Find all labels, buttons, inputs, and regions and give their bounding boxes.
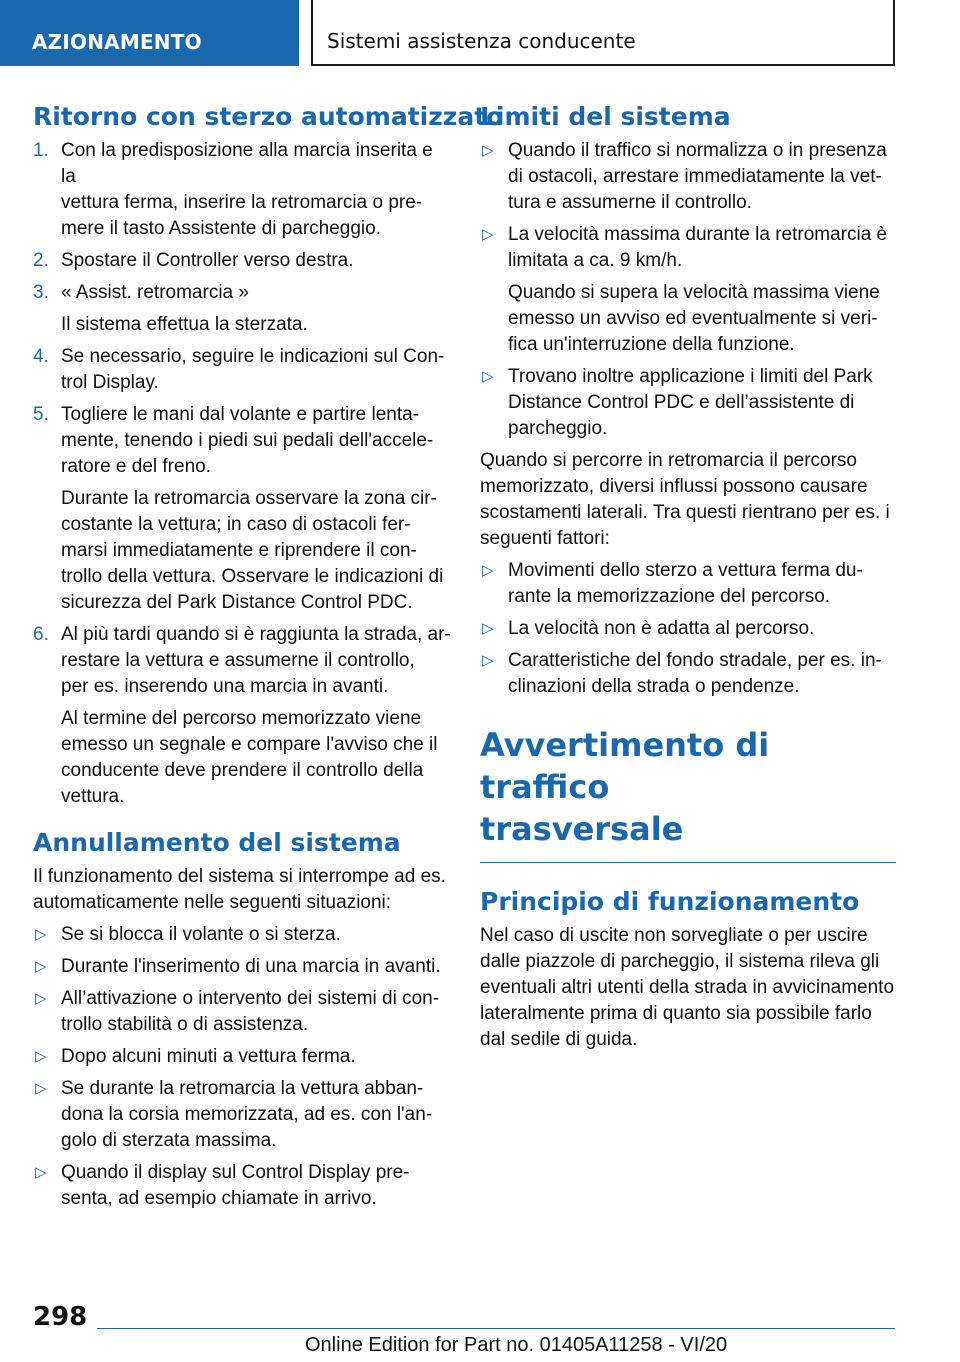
paragraph-line: Nel caso di uscite non sorvegliate o per uscire [480,925,868,946]
paragraph-line: dal sedile di guida. [480,1029,638,1050]
note-line: sicurezza del Park Distance Control PDC. [61,592,413,613]
step-4 [33,344,451,396]
step-line: vettura ferma, inserire la retromarcia o pre‐ [61,192,423,213]
bullet-item [480,648,896,700]
paragraph-line: Quando si percorre in retromarcia il percorso [480,450,857,471]
step-6-note [33,706,451,810]
bullet-item [33,1044,451,1070]
triangle-bullet-icon: ▷ [35,1164,47,1181]
step-line: ratore e del freno. [61,456,211,477]
bullet-line: Dopo alcuni minuti a vettura ferma. [61,1046,356,1067]
step-3-note [33,312,451,338]
paragraph-line: memorizzato, diversi influssi possono causare [480,476,868,497]
bullet-line: golo di sterzata massima. [61,1130,277,1151]
step-line: Togliere le mani dal volante e partire lenta‐ [61,404,420,425]
paragraph-line: seguenti fattori: [480,528,610,549]
step-line: restare la vettura e assumerne il controllo, [61,650,415,671]
bullet-line: Se si blocca il volante o si sterza. [61,924,341,945]
section-title-principio: Principio di funzionamento [480,887,860,916]
step-number: 1. [33,140,49,161]
header-section-tab: AZIONAMENTO [0,0,299,66]
step-number: 2. [33,250,49,271]
bullet-line: Caratteristiche del fondo stradale, per es. in‐ [508,650,882,671]
step-number: 4. [33,346,49,367]
step-number: 3. [33,282,49,303]
step-2 [33,248,451,274]
note-line: Al termine del percorso memorizzato viene [61,708,422,729]
header-chapter: Sistemi assistenza conducente [311,0,895,66]
note-line: marsi immediatamente e riprendere il con‐ [61,540,417,561]
bullet-line: tura e assumerne il controllo. [508,192,752,213]
triangle-bullet-icon: ▷ [35,1080,47,1097]
step-line: per es. inserendo una marcia in avanti. [61,676,389,697]
note-line: emesso un avviso ed eventualmente si veri‐ [508,308,878,329]
bullet-item [33,1160,451,1212]
paragraph-line: automaticamente nelle seguenti situazioni: [33,892,392,913]
left-column [33,100,504,1218]
bullet-line: La velocità massima durante la retromarcia è [508,224,888,245]
note-line: vettura. [61,786,125,807]
triangle-bullet-icon: ▷ [35,1048,47,1065]
section-title-ritorno: Ritorno con sterzo automatizzato [33,102,504,131]
note-line: fica un'interruzione della funzione. [508,334,795,355]
bullet-item [33,986,451,1038]
bullet-item [33,1076,451,1154]
bullet-line: La velocità non è adatta al percorso. [508,618,815,639]
step-line: trol Display. [61,372,159,393]
paragraph-principio [480,923,896,1053]
paragraph-line: Il funzionamento del sistema si interrompe ad es. [33,866,446,887]
bullet-item [480,558,896,610]
section-title-annullamento: Annullamento del sistema [33,828,401,857]
note-line: Durante la retromarcia osservare la zona cir‐ [61,488,437,509]
bullet-item [480,138,896,216]
section-title-limiti: Limiti del sistema [480,102,731,131]
chapter-title-line: Avvertimento di traffico [480,726,770,806]
step-number: 6. [33,624,49,645]
triangle-bullet-icon: ▷ [482,620,494,637]
paragraph-line: lateralmente prima di quanto sia possibile farlo [480,1003,872,1024]
triangle-bullet-icon: ▷ [482,226,494,243]
bullet-line: Trovano inoltre applicazione i limiti del Park [508,366,873,387]
footer-divider [97,1328,895,1329]
triangle-bullet-icon: ▷ [35,958,47,975]
step-line: mente, tenendo i piedi sui pedali dell'accele‐ [61,430,434,451]
step-5 [33,402,451,480]
triangle-bullet-icon: ▷ [482,652,494,669]
triangle-bullet-icon: ▷ [482,142,494,159]
bullet-line: Quando il traffico si normalizza o in presenza [508,140,887,161]
note-line: conducente deve prendere il controllo della [61,760,424,781]
bullet-line: parcheggio. [508,418,608,439]
bullet-item [33,922,451,948]
step-1 [33,138,451,242]
step-line: Con la predisposizione alla marcia inserita e la [61,140,433,187]
triangle-bullet-icon: ▷ [35,990,47,1007]
bullet-line: Distance Control PDC e dell’assistente di [508,392,855,413]
paragraph-line: scostamenti laterali. Tra questi rientrano per es. i [480,502,890,523]
step-line: Al più tardi quando si è raggiunta la strada, ar‐ [61,624,451,645]
bullet-line: Quando il display sul Control Display pre‐ [61,1162,410,1183]
bullet-note [480,280,896,358]
paragraph-line: eventuali altri utenti della strada in avvicinamento [480,977,895,998]
triangle-bullet-icon: ▷ [35,926,47,943]
bullet-line: Durante l'inserimento di una marcia in avanti. [61,956,441,977]
triangle-bullet-icon: ▷ [482,562,494,579]
bullet-line: di ostacoli, arrestare immediatamente la vet‐ [508,166,882,187]
step-line: Se necessario, seguire le indicazioni sul Con‐ [61,346,445,367]
bullet-line: limitata a ca. 9 km/h. [508,250,683,271]
step-line: Spostare il Controller verso destra. [61,250,354,271]
bullet-line: senta, ad esempio chiamate in arrivo. [61,1188,377,1209]
note-line: Quando si supera la velocità massima viene [508,282,880,303]
step-3 [33,280,451,306]
bullet-line: trollo stabilità o di assistenza. [61,1014,309,1035]
bullet-item [480,616,896,642]
bullet-line: clinazioni della strada o pendenze. [508,676,800,697]
step-5-note [33,486,451,616]
triangle-bullet-icon: ▷ [482,368,494,385]
bullet-line: All’attivazione o intervento dei sistemi di con‐ [61,988,440,1009]
bullet-line: Movimenti dello sterzo a vettura ferma du‐ [508,560,863,581]
right-column [480,100,896,1059]
note-line: trollo della vettura. Osservare le indicazioni di [61,566,444,587]
bullet-item [33,954,451,980]
paragraph-line: dalle piazzole di parcheggio, il sistema rileva gli [480,951,880,972]
chapter-title-line: trasversale [480,810,684,848]
bullet-item [480,364,896,442]
paragraph-intro [33,864,451,916]
bullet-line: rante la memorizzazione del percorso. [508,586,831,607]
note-line: emesso un segnale e compare l'avviso che il [61,734,438,755]
step-6 [33,622,451,700]
step-line: « Assist. retromarcia » [61,282,249,303]
chapter-title-avvertimento [480,724,896,863]
bullet-item [480,222,896,274]
note-line: Il sistema effettua la sterzata. [61,314,308,335]
bullet-line: Se durante la retromarcia la vettura abban‐ [61,1078,424,1099]
step-line: mere il tasto Assistente di parcheggio. [61,218,382,239]
page-number: 298 [33,1302,88,1332]
note-line: costante la vettura; in caso di ostacoli fer‐ [61,514,411,535]
step-number: 5. [33,404,49,425]
footer-edition: Online Edition for Part no. 01405A11258 - VI/20 [305,1334,728,1356]
paragraph-influssi [480,448,896,552]
bullet-line: dona la corsia memorizzata, ad es. con l'an‐ [61,1104,433,1125]
